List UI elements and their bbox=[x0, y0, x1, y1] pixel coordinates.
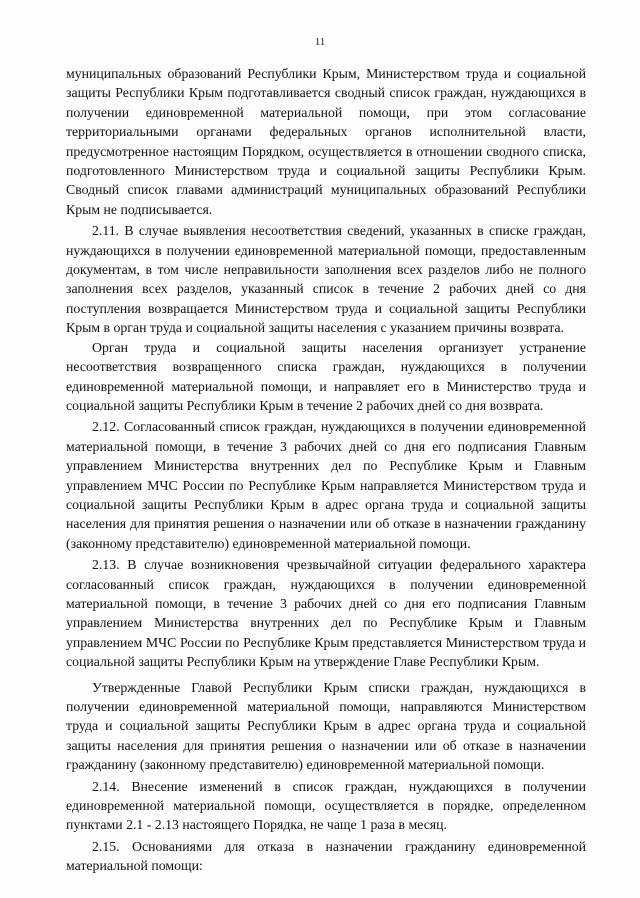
paragraph-2-11-correction: Орган труда и социальной защиты населения организует устранение несоответствия возвращенного списка граждан, нуждающихся в получении единовременной материальной помощи, и направляет его в Министерство труда и социальной защиты Республики Крым в течение 2 рабочих дней со дня возврата. bbox=[66, 339, 586, 413]
paragraph-2-12: 2.12. Согласованный список граждан, нуждающихся в получении единовременной материальной помощи, в течение 3 рабочих дней со дня его подписания Главным управлением Министерства внутренних дел по Республике Крым и Главным управлением МЧС России по Республике Крым направляется Министерством труда и социальной защиты Республики Крым в адрес органа труда и социальной защиты населения для принятия решения о назначении или об отказе в назначении гражданину (законному представителю) единовременной материальной помощи. bbox=[66, 419, 586, 551]
document-body bbox=[66, 64, 586, 876]
page-number: 11 bbox=[314, 36, 326, 48]
paragraph-2-15: 2.15. Основаниями для отказа в назначении гражданину единовременной материальной помощи: bbox=[66, 838, 586, 874]
paragraph-2-11: 2.11. В случае выявления несоответствия сведений, указанных в списке граждан, нуждающихся в получении единовременной материальной помощи, предоставленным документам, в том числе неправильности заполнения всех разделов либо не полного заполнения всех разделов, указанный список в течение 2 рабочих дней со дня поступления возвращается Министерством труда и социальной защиты Республики Крым в орган труда и социальной защиты населения с указанием причины возврата. bbox=[66, 223, 586, 336]
paragraph-2-13-approved-lists: Утвержденные Главой Республики Крым списки граждан, нуждающихся в получении единовременной материальной помощи, направляются Министерством труда и социальной защиты Республики Крым в адрес органа труда и социальной защиты населения для принятия решения о назначении или об отказе в назначении гражданину (законному представителю) единовременной материальной помощи. bbox=[66, 679, 586, 773]
paragraph-continuation: муниципальных образований Республики Крым, Министерством труда и социальной защиты Республики Крым подготавливается сводный список граждан, нуждающихся в получении единовременной материальной помощи, при этом согласование территориальными органами федеральных органов исполнительной власти, предусмотренное настоящим Порядком, осуществляется в отношении сводного списка, подготовленного Министерством труда и социальной защиты Республики Крым. Сводный список главами администраций муниципальных образований Республики Крым не подписывается. bbox=[66, 66, 586, 217]
paragraph-2-13: 2.13. В случае возникновения чрезвычайной ситуации федерального характера согласованный список граждан, нуждающихся в получении единовременной материальной помощи, в течение 3 рабочих дней со дня его подписания Главным управлением Министерства внутренних дел по Республике Крым и Главным управлением МЧС России по Республике Крым представляется Министерством труда и социальной защиты Республики Крым на утверждение Главе Республики Крым. bbox=[66, 557, 586, 670]
paragraph-2-14: 2.14. Внесение изменений в список граждан, нуждающихся в получении единовременной материальной помощи, осуществляется в порядке, определенном пунктами 2.1 - 2.13 настоящего Порядка, не чаще 1 раза в месяц. bbox=[66, 778, 586, 833]
